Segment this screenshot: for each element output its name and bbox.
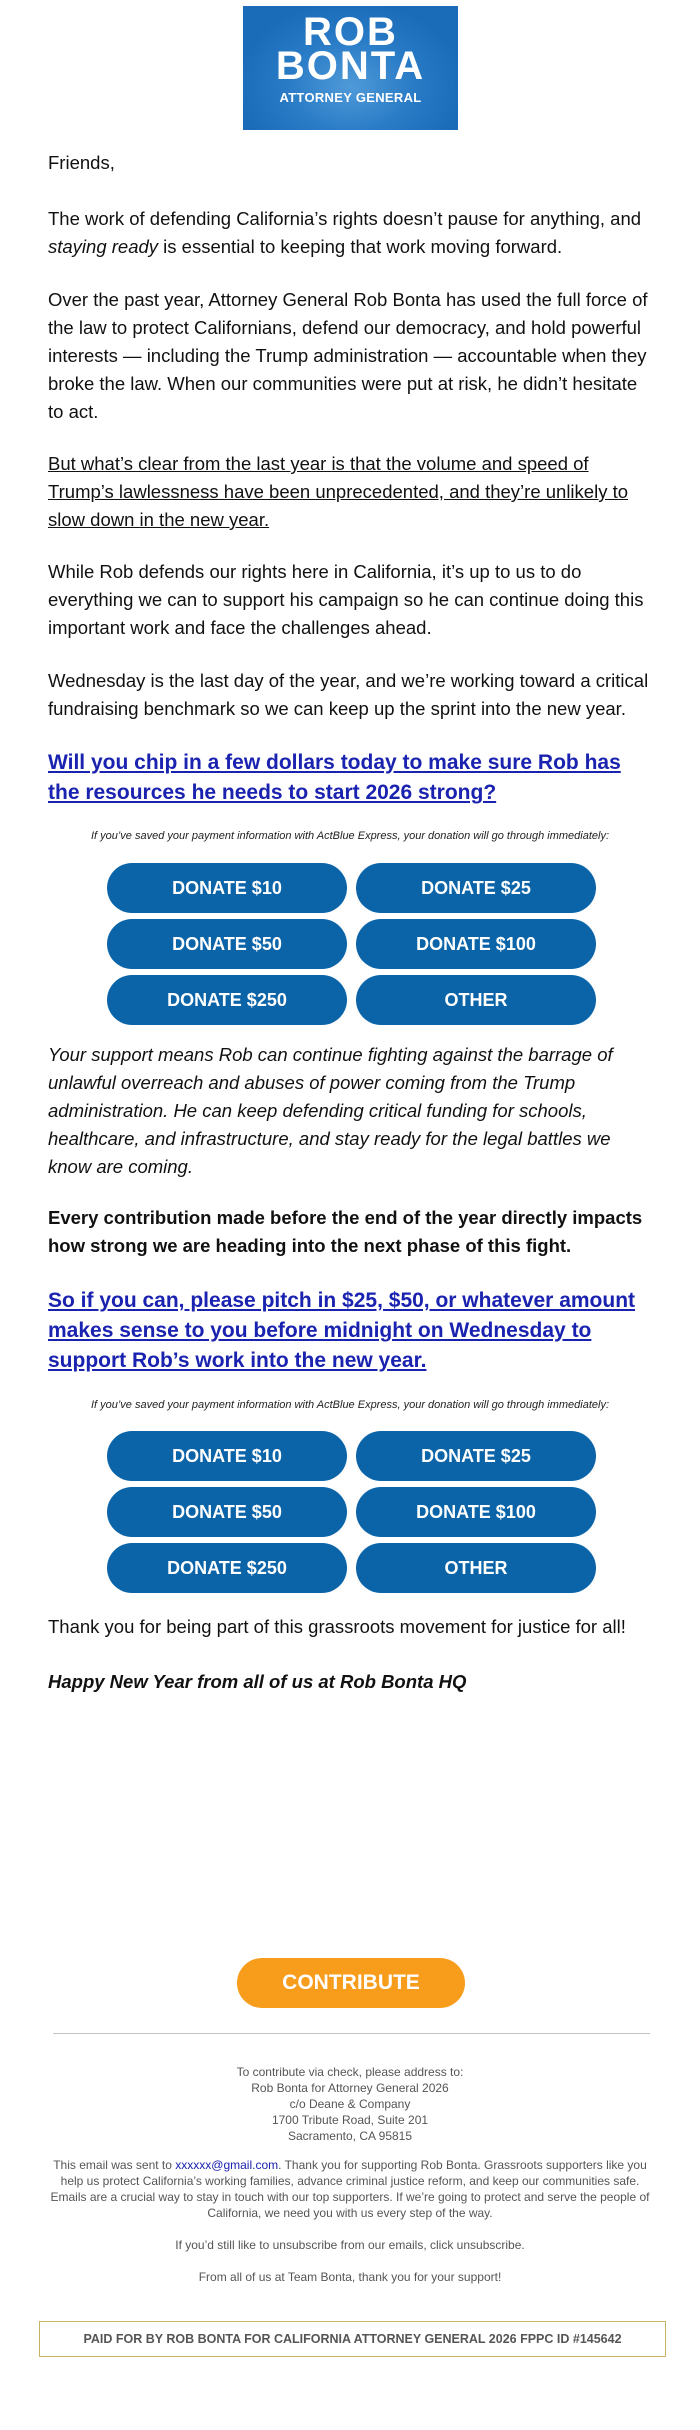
actblue-express-note-2: If you’ve saved your payment information with ActBlue Express, your donation will go through immediately: [90, 1399, 610, 1411]
paragraph-6: Your support means Rob can continue fighting against the barrage of unlawful overreach and abuses of power coming from the Trump administration. He can keep defending critical funding for schools, healthcare, and infrastructure, and stay ready for the legal battles we know are coming. [48, 1044, 613, 1177]
logo-line-3: ATTORNEY GENERAL [279, 90, 422, 105]
cta-link-2[interactable]: So if you can, please pitch in $25, $50, or whatever amount makes sense to you before midnight on Wednesday to support Rob’s work into the new year. [48, 1289, 636, 1372]
greeting: Friends, [48, 152, 115, 173]
sent-to-notice [50, 2157, 650, 2221]
donate-50-button[interactable]: DONATE $50 [107, 919, 347, 969]
recipient-email-link[interactable]: xxxxxx@gmail.com [175, 2158, 279, 2172]
donate-10-button[interactable]: DONATE $10 [107, 863, 347, 913]
donate-25-button[interactable]: DONATE $25 [356, 863, 596, 913]
sent-prefix: This email was sent to [53, 2158, 176, 2172]
check-line: Sacramento, CA 95815 [287, 2129, 413, 2143]
sent-suffix: . Thank you for supporting Rob Bonta. Grassroots supporters like you help us protect California’s working families, advance criminal justice reform, and keep our communities safe. Emails are a crucial way to stay in touch with our top supporters. If we’re going to protect and serve the people of California, we need you with us every step of the way. [50, 2158, 650, 2220]
donate-other-button[interactable]: OTHER [356, 1543, 596, 1593]
cta-link-1[interactable]: Will you chip in a few dollars today to make sure Rob has the resources he needs to start 2026 strong? [48, 751, 621, 804]
signoff: Happy New Year from all of us at Rob Bonta HQ [48, 1671, 467, 1692]
check-line: 1700 Tribute Road, Suite 201 [271, 2113, 429, 2127]
paragraph-2: Over the past year, Attorney General Rob Bonta has used the full force of the law to protect Californians, defend our democracy, and hold powerful interests — including the Trump administration — accountable when they broke the law. When our communities were put at risk, he didn’t hesitate to act. [48, 289, 648, 422]
check-line: Rob Bonta for Attorney General 2026 [251, 2081, 449, 2095]
check-line: c/o Deane & Company [289, 2097, 411, 2111]
donate-100-button[interactable]: DONATE $100 [356, 919, 596, 969]
donate-250-button[interactable]: DONATE $250 [107, 975, 347, 1025]
donate-25-button[interactable]: DONATE $25 [356, 1431, 596, 1481]
rob-bonta-logo[interactable] [243, 6, 458, 130]
paragraph-8: Thank you for being part of this grassroots movement for justice for all! [48, 1616, 626, 1637]
donate-other-button[interactable]: OTHER [356, 975, 596, 1025]
paragraph-7: Every contribution made before the end of the year directly impacts how strong we are heading into the next phase of this fight. [48, 1207, 643, 1256]
donate-50-button[interactable]: DONATE $50 [107, 1487, 347, 1537]
logo-line-2: BONTA [275, 44, 426, 88]
p1-text-b: is essential to keeping that work moving forward. [158, 236, 563, 257]
p1-emphasis: staying ready [48, 236, 159, 257]
paid-for-disclaimer: PAID FOR BY ROB BONTA FOR CALIFORNIA ATTORNEY GENERAL 2026 FPPC ID #145642 [39, 2321, 666, 2357]
contribute-button[interactable]: CONTRIBUTE [237, 1958, 465, 2008]
unsubscribe-text[interactable]: If you’d still like to unsubscribe from our emails, click unsubscribe. [175, 2238, 525, 2252]
check-line: To contribute via check, please address to: [236, 2065, 464, 2079]
paragraph-1 [48, 205, 654, 261]
divider [53, 2033, 650, 2034]
logo-line-1: ROB [303, 10, 398, 54]
donate-10-button[interactable]: DONATE $10 [107, 1431, 347, 1481]
thanks-text: From all of us at Team Bonta, thank you for your support! [198, 2270, 502, 2284]
p1-text-a: The work of defending California’s rights doesn’t pause for anything, and [48, 208, 642, 229]
paragraph-3-underlined: But what’s clear from the last year is that the volume and speed of Trump’s lawlessness have been unprecedented, and they’re unlikely to slow down in the new year. [48, 453, 629, 530]
donate-100-button[interactable]: DONATE $100 [356, 1487, 596, 1537]
actblue-express-note-1: If you’ve saved your payment information with ActBlue Express, your donation will go through immediately: [90, 830, 610, 842]
donate-250-button[interactable]: DONATE $250 [107, 1543, 347, 1593]
paragraph-4: While Rob defends our rights here in California, it’s up to us to do everything we can to support his campaign so he can continue doing this important work and face the challenges ahead. [48, 561, 644, 638]
paragraph-5: Wednesday is the last day of the year, and we’re working toward a critical fundraising benchmark so we can keep up the sprint into the new year. [48, 670, 649, 719]
check-address [50, 2064, 650, 2144]
